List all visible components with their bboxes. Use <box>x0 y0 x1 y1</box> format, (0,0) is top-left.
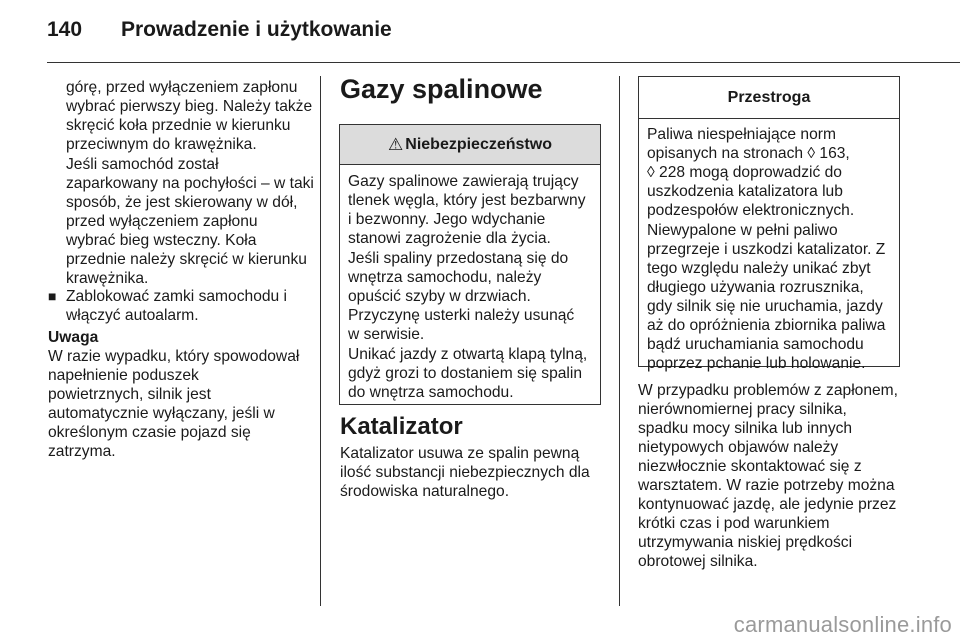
caution-box-header <box>639 77 899 119</box>
note-heading: Uwaga <box>48 329 99 346</box>
ignition-problems-paragraph: W przypadku problemów z zapłonem, nierównomiernej pracy silnika, spadku mocy silnika lub innych nietypowych objawów należy niezwłocznie skontaktować się z warsztatem. W razie potrzeby można kontynuować jazdę, ale jedynie przez krótki czas i pod warunkiem utrzymywania niskiej prędkości obrotowej silnika. <box>638 382 899 570</box>
section-heading-exhaust-gases: Gazy spalinowe <box>340 74 543 104</box>
section-heading-catalyst: Katalizator <box>340 413 463 440</box>
page-number: 140 <box>47 18 83 41</box>
bullet-marker: ■ <box>48 288 57 304</box>
danger-paragraph-3: Unikać jazdy z otwartą klapą tylną, gdyż grozi to dostaniem się spalin do wnętrza samochodu. <box>348 346 588 401</box>
parking-paragraph-2: Jeśli samochód został zaparkowany na pochyłości – w taki sposób, że jest skierowany w dół, przed wyłączeniem zapłonu wybrać bieg wsteczny. Koła przednie należy skręcić w kierunku krawężnika. <box>66 156 314 287</box>
danger-box-header <box>340 125 600 165</box>
column-divider-right <box>619 76 620 606</box>
page-header <box>47 0 960 63</box>
column-divider-left <box>320 76 321 606</box>
warning-triangle-icon: ⚠ <box>388 134 404 154</box>
caution-paragraph-2: Niewypalone w pełni paliwo przegrzeje i uszkodzi katalizator. Z tego względu należy unikać zbyt długiego używania rozrusznika, gdy silnik się nie uruchamia, jazdy aż do opróżnienia zbiornika paliwa bądź uruchamiania samochodu poprzez pchanie lub holowanie. <box>647 222 886 372</box>
page-title: Prowadzenie i użytkowanie <box>121 18 392 41</box>
danger-box <box>339 124 601 405</box>
parking-paragraph-1: górę, przed wyłączeniem zapłonu wybrać pierwszy bieg. Należy także skręcić koła przednie w kierunku przeciwnym do krawężnika. <box>66 79 313 153</box>
danger-paragraph-2: Jeśli spaliny przedostaną się do wnętrza samochodu, należy opuścić szyby w drzwiach. Przyczynę usterki należy usunąć w serwisie. <box>348 250 575 343</box>
danger-paragraph-1: Gazy spalinowe zawierają trujący tlenek węgla, który jest bezbarwny i bezwonny. Jego wdychanie stanowi zagrożenie dla życia. <box>348 173 586 247</box>
caution-box-title: Przestroga <box>727 88 811 106</box>
catalyst-paragraph: Katalizator usuwa ze spalin pewną ilość substancji niebezpiecznych dla środowiska naturalnego. <box>340 445 590 500</box>
danger-box-title: Niebezpieczeństwo <box>405 135 552 153</box>
note-text: W razie wypadku, który spowodował napełnienie poduszek powietrznych, silnik jest automatycznie wyłączany, jeśli w określonym czasie pojazd się zatrzyma. <box>48 348 300 460</box>
bullet-text-lock-alarm: Zablokować zamki samochodu i włączyć autoalarm. <box>66 288 288 324</box>
caution-box <box>638 76 900 372</box>
caution-paragraph-1: Paliwa niespełniające norm opisanych na stronach ◊ 163, ◊ 228 mogą doprowadzić do uszkodzenia katalizatora lub podzespołów elektronicznych. <box>647 126 855 219</box>
watermark: carmanualsonline.info <box>733 612 952 637</box>
